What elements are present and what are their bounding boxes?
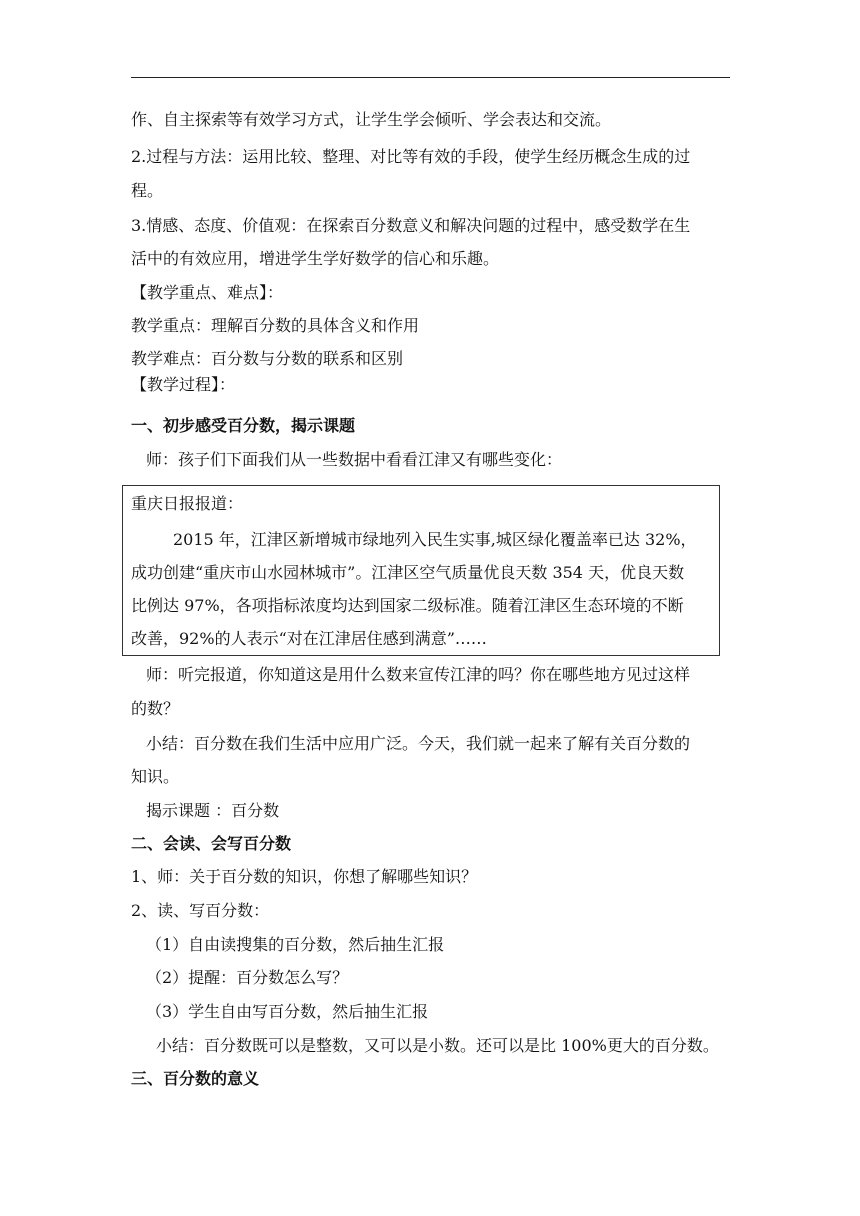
key-points-heading: 【教学重点、难点】：: [131, 283, 284, 302]
teacher-intro: 师：孩子们下面我们从一些数据中看看江津又有哪些变化：: [146, 450, 563, 469]
report-line-3: 比例达 97%，各项指标浓度均达到国家二级标准。随着江津区生态环境的不断: [131, 596, 684, 615]
report-line-4: 改善，92%的人表示“对在江津居住感到满意”……: [131, 629, 487, 648]
process-heading: 【教学过程】：: [131, 375, 236, 394]
section-3-heading: 三、百分数的意义: [131, 1069, 260, 1088]
header-rule: [131, 77, 730, 78]
goal-2-line-1: 2.过程与方法：运用比较、整理、对比等有效的手段，使学生经历概念生成的过: [131, 147, 691, 166]
sub-item-2: （2）提醒：百分数怎么写？: [146, 968, 349, 987]
teacher-question-line-1: 师：听完报道，你知道这是用什么数来宣传江津的吗？你在哪些地方见过这样: [146, 665, 691, 684]
section-1-heading: 一、初步感受百分数，揭示课题: [131, 416, 356, 435]
section-2-heading: 二、会读、会写百分数: [131, 834, 292, 853]
item-2: 2、读、写百分数：: [131, 901, 270, 920]
summary-line-2: 知识。: [131, 767, 180, 786]
teacher-question-line-2: 的数？: [131, 699, 180, 718]
goal-3-line-2: 活中的有效应用，增进学生学好数学的信心和乐趣。: [131, 249, 500, 268]
report-line-1: 2015 年，江津区新增城市绿地列入民生实事,城区绿化覆盖率已达 32%，: [173, 530, 697, 549]
goal-3-line-1: 3.情感、态度、价值观：在探索百分数意义和解决问题的过程中，感受数学在生: [131, 216, 691, 235]
item-1: 1、师：关于百分数的知识，你想了解哪些知识？: [131, 867, 478, 886]
goal-2-line-2: 程。: [131, 181, 164, 200]
sub-item-3: （3）学生自由写百分数，然后抽生汇报: [146, 1002, 429, 1021]
reveal-topic: 揭示课题 ：百分数: [146, 801, 280, 820]
summary-2: 小结：百分数既可以是整数，又可以是小数。还可以是比 100%更大的百分数。: [156, 1036, 719, 1055]
key-point: 教学重点：理解百分数的具体含义和作用: [131, 316, 420, 335]
sub-item-1: （1）自由读搜集的百分数，然后抽生汇报: [146, 935, 445, 954]
report-title: 重庆日报报道：: [131, 494, 244, 513]
news-report-box: [122, 485, 720, 656]
summary-line-1: 小结：百分数在我们生活中应用广泛。今天，我们就一起来了解有关百分数的: [146, 734, 691, 753]
goal-1-continued: 作、自主探索等有效学习方式，让学生学会倾听、学会表达和交流。: [131, 110, 612, 129]
report-line-2: 成功创建“重庆市山水园林城市”。江津区空气质量优良天数 354 天，优良天数: [131, 563, 685, 582]
difficult-point: 教学难点：百分数与分数的联系和区别: [131, 349, 404, 368]
